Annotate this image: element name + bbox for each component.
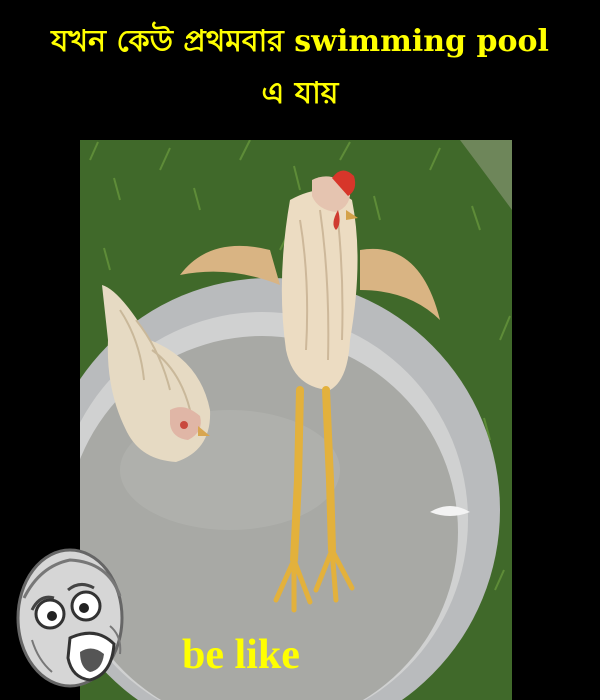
lol-rage-face-icon [10, 540, 136, 690]
caption-line-1: যখন কেউ প্রথমবার swimming pool [51, 24, 549, 59]
be-like-caption: be like [182, 632, 300, 678]
caption-line-2: এ যায় [261, 76, 339, 111]
chickens-in-basin-photo [80, 140, 512, 700]
